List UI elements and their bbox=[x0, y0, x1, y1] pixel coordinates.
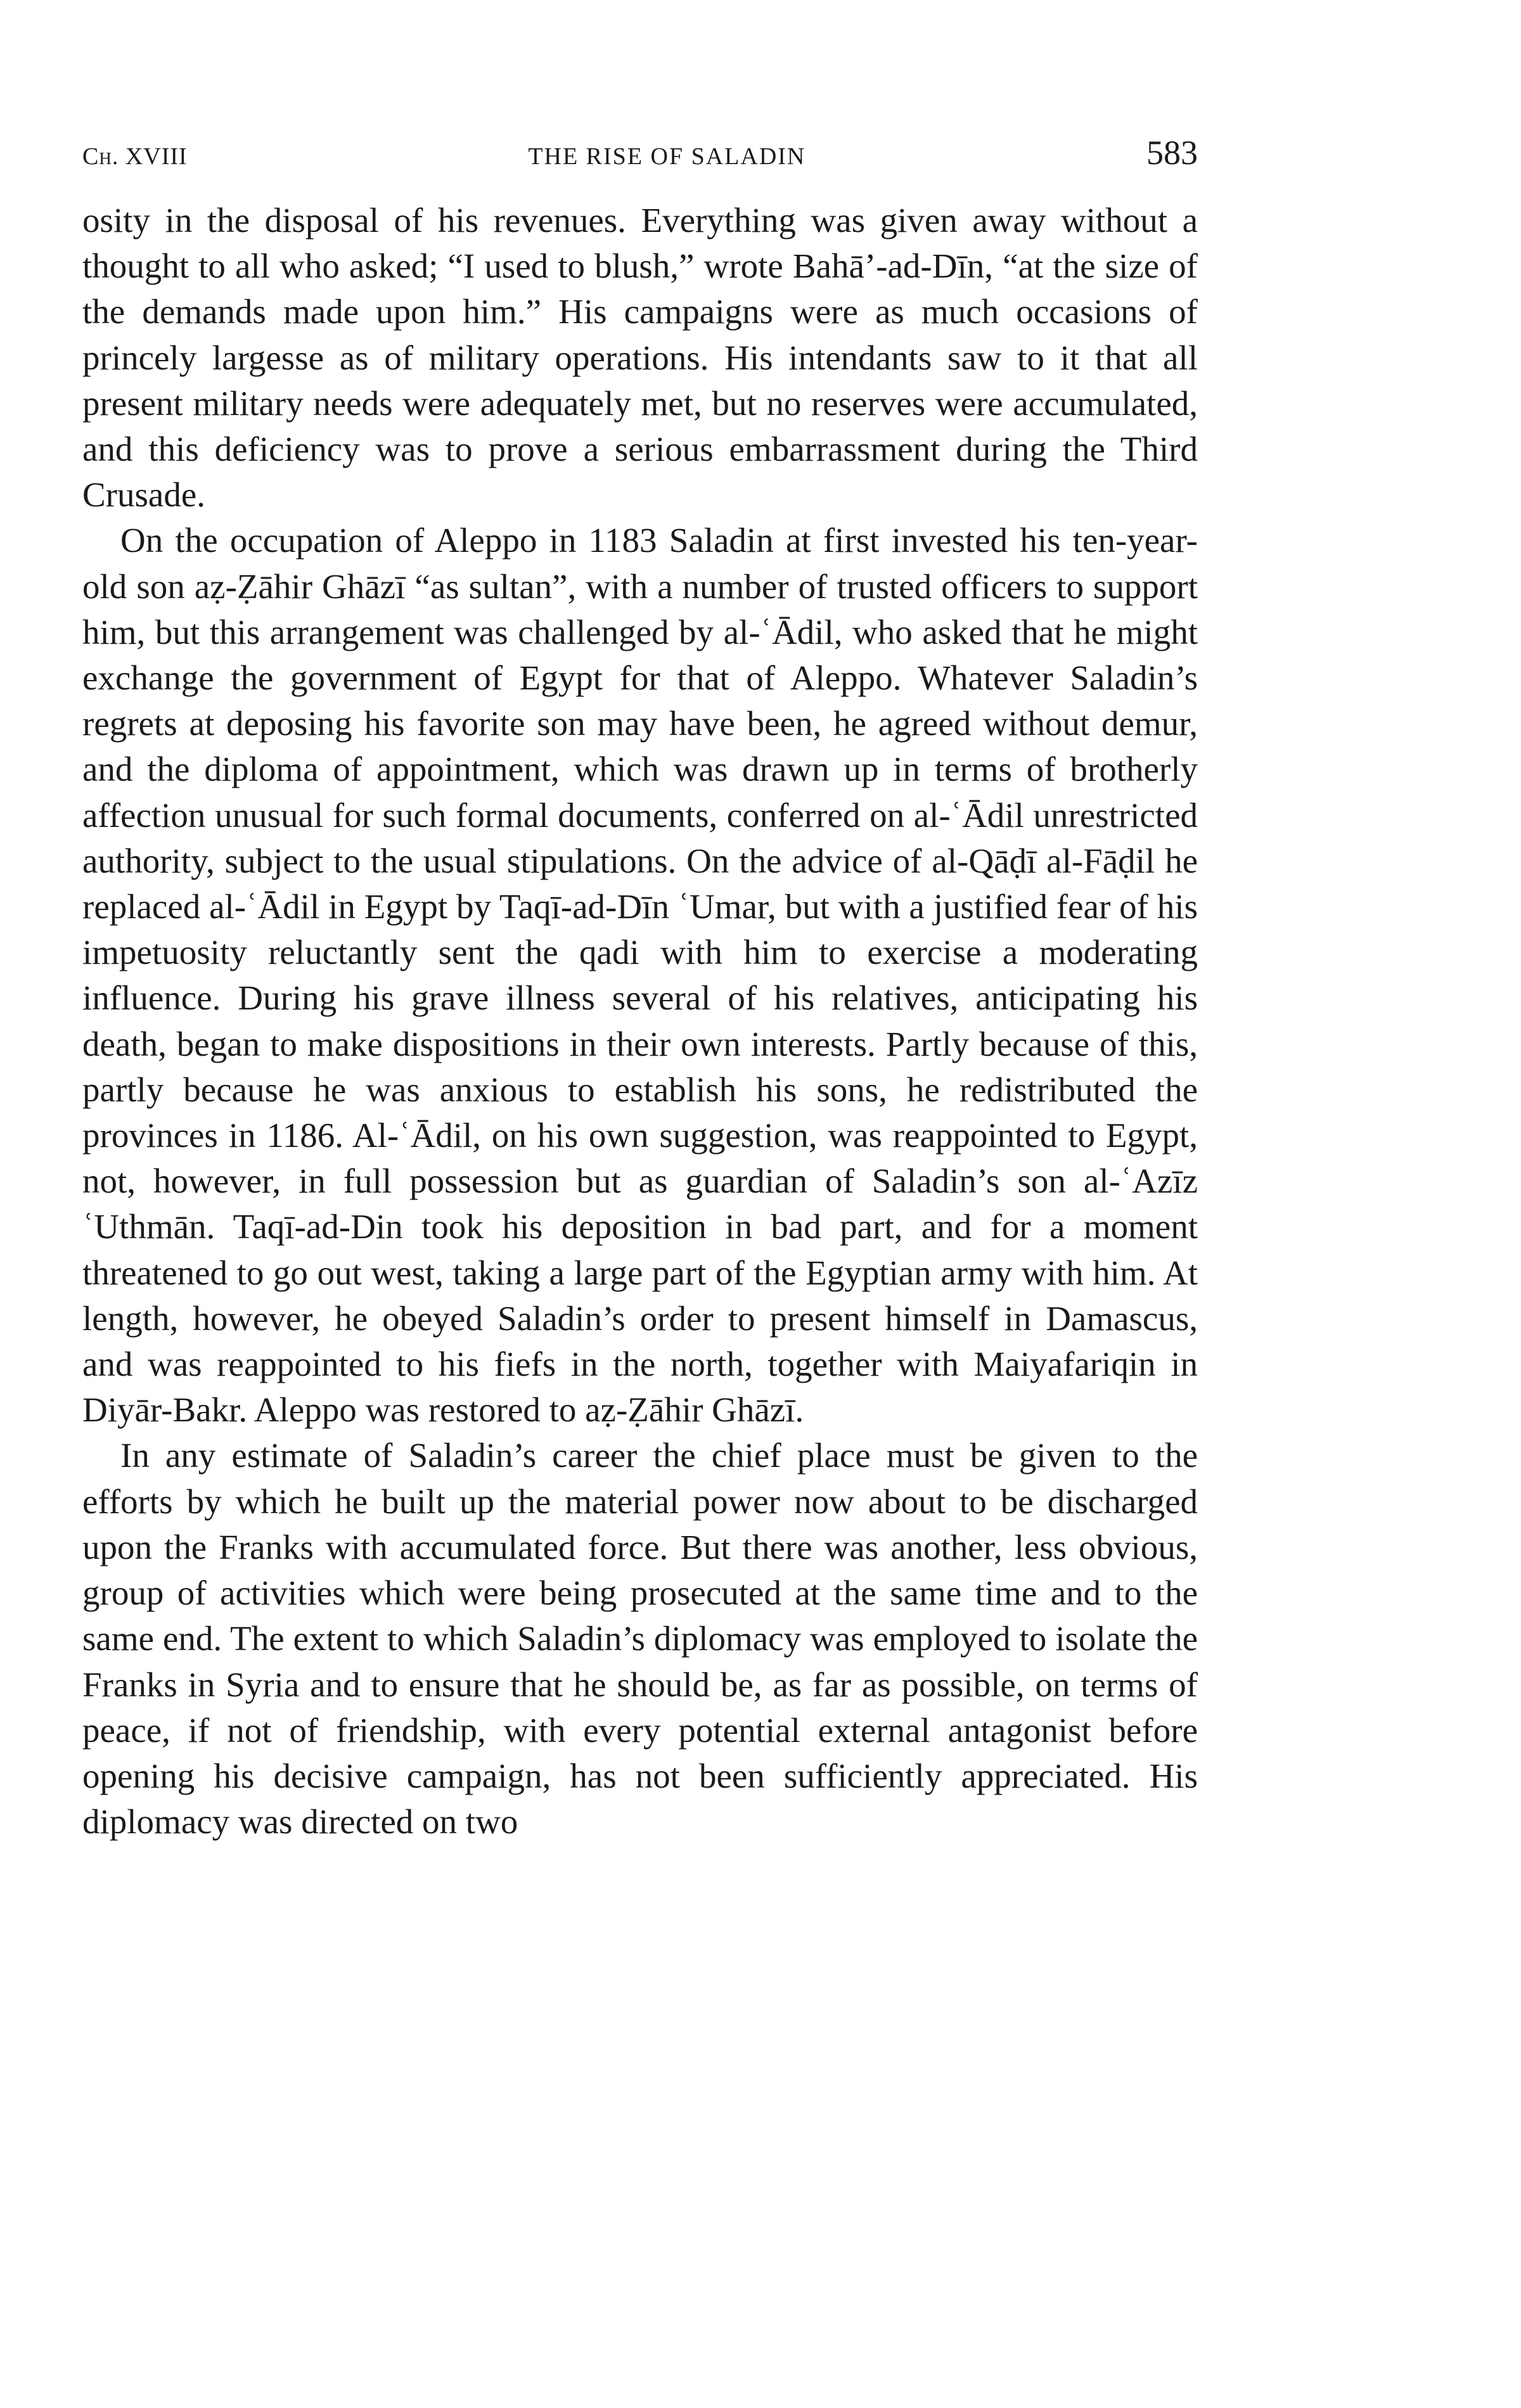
paragraph-aleppo: On the occupation of Aleppo in 1183 Saladin at first invested his ten-year-old son aẓ-Ẓāhir Ghāzī “as sultan”, with a number of trusted officers to support him, but this arrangement was challenged by al-ʿĀdil, who asked that he might exchange the government of Egypt for that of Aleppo. Whatever Saladin’s regrets at deposing his favorite son may have been, he agreed without demur, and the diploma of appointment, which was drawn up in terms of brotherly affection unusual for such formal documents, conferred on al-ʿĀdil unrestricted authority, subject to the usual stipulations. On the advice of al-Qāḍī al-Fāḍil he replaced al-ʿĀdil in Egypt by Taqī-ad-Dīn ʿUmar, but with a justified fear of his impetuosity reluctantly sent the qadi with him to exercise a moderating influence. During his grave illness several of his relatives, anticipating his death, began to make dispositions in their own interests. Partly because of this, partly because he was anxious to establish his sons, he redistributed the provinces in 1186. Al-ʿĀdil, on his own suggestion, was reappointed to Egypt, not, however, in full possession but as guardian of Saladin’s son al-ʿAzīz ʿUthmān. Taqī-ad-Din took his deposition in bad part, and for a moment threatened to go out west, taking a large part of the Egyptian army with him. At length, however, he obeyed Saladin’s order to present himself in Damascus, and was reappointed to his fiefs in the north, together with Maiyafariqin in Diyār-Bakr. Aleppo was restored to aẓ-Ẓāhir Ghāzī. bbox=[82, 521, 1198, 1430]
chapter-label: Ch. XVIII bbox=[82, 143, 188, 170]
page-content bbox=[82, 133, 1198, 1845]
paragraph-continued: osity in the disposal of his revenues. Everything was given away without a thought to all who asked; “I used to blush,” wrote Bahā’-ad-Dīn, “at the size of the demands made upon him.” His campaigns were as much occasions of princely largesse as of military operations. His intendants saw to it that all present military needs were adequately met, but no reserves were accumulated, and this deficiency was to prove a serious embarrassment during the Third Crusade. bbox=[82, 201, 1198, 515]
running-title: THE RISE OF SALADIN bbox=[528, 143, 806, 170]
page-number: 583 bbox=[1146, 134, 1198, 172]
running-header bbox=[82, 133, 1198, 171]
paragraph-diplomacy: In any estimate of Saladin’s career the chief place must be given to the efforts by which he built up the material power now about to be discharged upon the Franks with accumulated force. But there was another, less obvious, group of activities which were being prosecuted at the same time and to the same end. The extent to which Saladin’s diplomacy was employed to isolate the Franks in Syria and to ensure that he should be, as far as possible, on terms of peace, if not of friendship, with every potential external antagonist before opening his decisive campaign, has not been sufficiently appreciated. His diplomacy was directed on two bbox=[82, 1436, 1198, 1841]
body-text bbox=[82, 198, 1198, 1845]
